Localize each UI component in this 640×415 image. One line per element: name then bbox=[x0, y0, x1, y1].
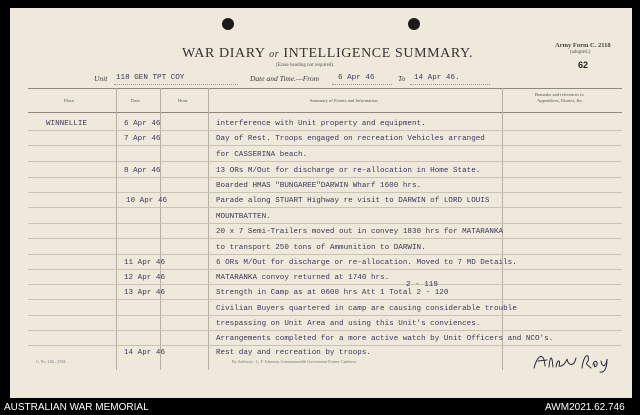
date-to-underline bbox=[410, 84, 490, 85]
page-stamp: 62 bbox=[578, 60, 589, 70]
date-entry: 12 Apr 46 bbox=[124, 274, 166, 282]
unit-value: 118 GEN TPT COY bbox=[116, 74, 185, 82]
column-header-summary: Summary of Events and Information. bbox=[310, 98, 379, 103]
ruled-line bbox=[28, 145, 622, 146]
form-title: WAR DIARY or INTELLIGENCE SUMMARY. bbox=[182, 46, 474, 61]
ruled-line bbox=[28, 161, 622, 162]
summary-line: Strength in Camp as at 0600 hrs Att 1 Total 2 - 120 bbox=[216, 289, 449, 297]
date-entry: 14 Apr 46 bbox=[124, 349, 166, 357]
ruled-line bbox=[28, 315, 622, 316]
strength-superscript: 2 - 119 bbox=[406, 281, 438, 289]
column-header-remarks: Remarks and references to bbox=[535, 92, 584, 97]
ruled-line bbox=[28, 299, 622, 300]
form-reference: C. No. 148—1934. bbox=[36, 359, 67, 364]
signature bbox=[530, 348, 614, 374]
header-bottom-rule bbox=[28, 112, 622, 113]
date-to-value: 14 Apr 46. bbox=[414, 74, 460, 82]
date-entry: 10 Apr 46 bbox=[126, 197, 168, 205]
date-from-value: 6 Apr 46 bbox=[338, 74, 375, 82]
ruled-line bbox=[28, 177, 622, 178]
summary-line: interference with Unit property and equipment. bbox=[216, 120, 426, 128]
summary-line: Day of Rest. Troops engaged on recreation Vehicles arranged bbox=[216, 135, 485, 143]
date-entry: 8 Apr 46 bbox=[124, 167, 161, 175]
date-entry: 6 Apr 46 bbox=[124, 120, 161, 128]
summary-line: Rest day and recreation by troops. bbox=[216, 349, 371, 357]
punch-hole bbox=[222, 18, 234, 30]
summary-line: MOUNTBATTEN. bbox=[216, 213, 271, 221]
summary-line: MATARANKA convoy returned at 1740 hrs. bbox=[216, 274, 390, 282]
summary-line: 20 x 7 Semi-Trailers moved out in convey 1830 hrs for MATARANKA bbox=[216, 228, 504, 236]
column-header-date: Date. bbox=[131, 98, 141, 103]
unit-underline bbox=[114, 84, 238, 85]
ruled-line bbox=[28, 130, 622, 131]
date-from-label: Date and Time.—From bbox=[250, 74, 320, 83]
date-entry: 7 Apr 46 bbox=[124, 135, 161, 143]
army-form-label: Army Form C. 2118 bbox=[555, 42, 611, 49]
column-header-remarks: Appendices, Diaries, &c. bbox=[537, 98, 584, 103]
table-top-rule bbox=[28, 88, 622, 89]
date-entry: 11 Apr 46 bbox=[124, 259, 166, 267]
ruled-line bbox=[28, 254, 622, 255]
summary-line: Civilian Buyers quartered in camp are causing considerable trouble bbox=[216, 305, 517, 313]
ruled-line bbox=[28, 284, 622, 285]
ruled-line bbox=[28, 345, 622, 346]
adopted-label: (adopted.) bbox=[570, 50, 591, 55]
form-subtitle: (Erase heading not required). bbox=[276, 63, 335, 68]
diary-page bbox=[10, 8, 632, 398]
column-header-hour: Hour. bbox=[178, 98, 189, 103]
summary-line: 6 ORs M/Out for discharge or re-allocation. Moved to 7 MD Details. bbox=[216, 259, 517, 267]
ruled-line bbox=[28, 207, 622, 208]
printer-credit: By Authority : L. F. Johnston, Commonwealth Government Printer, Canberra. bbox=[232, 359, 357, 364]
column-header-place: Place. bbox=[64, 98, 76, 103]
caption-right: AWM2021.62.746 bbox=[545, 402, 625, 413]
summary-line: Arrangements completed for a more active watch by Unit Officers and NCO's. bbox=[216, 335, 554, 343]
caption-left: AUSTRALIAN WAR MEMORIAL bbox=[4, 402, 149, 413]
ruled-line bbox=[28, 223, 622, 224]
date-from-underline bbox=[332, 84, 392, 85]
date-entry: 13 Apr 46 bbox=[124, 289, 166, 297]
ruled-line bbox=[28, 269, 622, 270]
ruled-line bbox=[28, 238, 622, 239]
summary-line: Boarded HMAS "BUNGAREE"DARWIN Wharf 1600 hrs. bbox=[216, 182, 422, 190]
summary-line: Parade along STUART Highway re visit to DARWIN of LORD LOUIS bbox=[216, 197, 490, 205]
summary-line: trespassing on Unit Area and using this Unit's conviences. bbox=[216, 320, 481, 328]
summary-line: to transport 250 tons of Ammunition to DARWIN. bbox=[216, 244, 426, 252]
summary-line: for CASSERINA beach. bbox=[216, 151, 308, 159]
ruled-line bbox=[28, 192, 622, 193]
ruled-line bbox=[28, 330, 622, 331]
punch-hole bbox=[408, 18, 420, 30]
unit-label: Unit bbox=[94, 74, 108, 83]
summary-line: 13 ORs M/Out for discharge or re-allocation in Home State. bbox=[216, 167, 481, 175]
place-entry: WINNELLIE bbox=[46, 120, 88, 128]
date-to-label: To bbox=[398, 74, 406, 83]
